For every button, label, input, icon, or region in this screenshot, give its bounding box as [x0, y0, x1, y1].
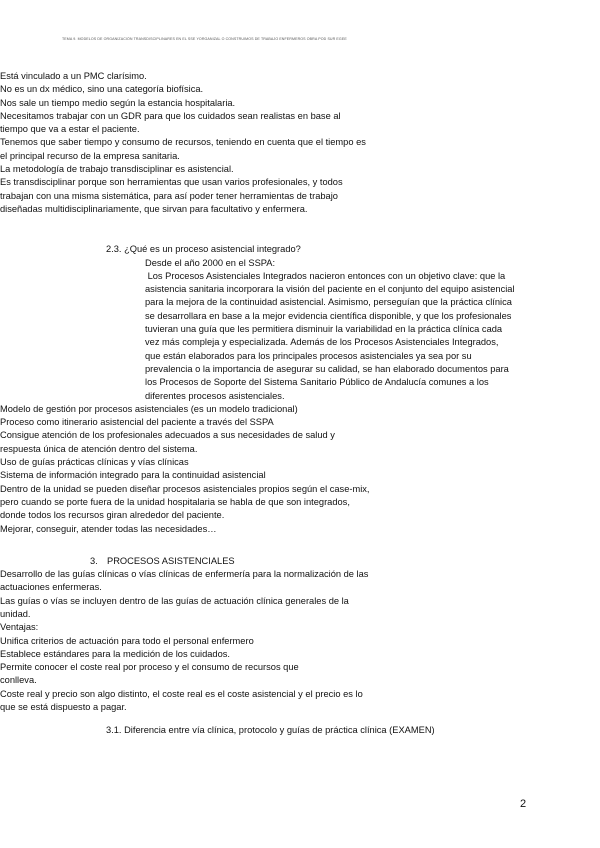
- list-item: Está vinculado a un PMC clarísimo.: [0, 71, 147, 81]
- list-item: La metodología de trabajo transdisciplinar es asistencial.: [0, 164, 234, 175]
- list-item: Modelo de gestión por procesos asistenciales (es un modelo tradicional): [0, 403, 298, 414]
- cost-list: [0, 688, 370, 715]
- list-item: Unifica criterios de actuación para todo el personal enfermero: [0, 635, 254, 646]
- running-header: TEMA 9. MODELOS DE ORGANIZACIÓN TRANSDISCIPLINARES EN EL SSE YORGANIZAL O CONSTRUIMOS DE TRABAJO ENFERMEROS OBRA POD SUR EGEE: [62, 37, 347, 41]
- list-item: Sistema de información integrado para la continuidad asistencial: [0, 470, 266, 481]
- list-item: Mejorar, conseguir, atender todas las necesidades…: [0, 523, 217, 534]
- list-item: Proceso como itinerario asistencial del paciente a través del SSPA: [0, 417, 274, 428]
- asistencial-list: [0, 568, 370, 634]
- list-item: Uso de guías prácticas clínicas y vías clínicas: [0, 457, 189, 468]
- list-item: No es un dx médico, sino una categoría biofísica.: [0, 84, 204, 95]
- list-item: Dentro de la unidad se pueden diseñar procesos asistenciales propios según el case-mix, pero cuando se porte fuera de la unidad hospitalaria se habla de que son integrados, donde todos los recursos giran alrededor del paciente.: [0, 483, 370, 521]
- list-item: Desarrollo de las guías clínicas o vías clínicas de enfermería para la normalización de las actuaciones enfermeras.: [0, 569, 369, 593]
- list-item: Es transdisciplinar porque son herramientas que usan varios profesionales, y todos trabajan con una misma sistemática, para así poder tener herramientas de trabajo diseñadas multidisciplinariamente, que sirvan para facultativo y enfermera.: [0, 177, 343, 214]
- list-item: Permite conocer el coste real por proceso y el consumo de recursos que conlleva.: [0, 662, 299, 686]
- list-item: Nos sale un tiempo medio según la estancia hospitalaria.: [0, 97, 236, 108]
- list-item: Ventajas:: [0, 622, 39, 633]
- section-heading-3: 3. PROCESOS ASISTENCIALES: [90, 555, 600, 568]
- section-paragraph: Los Procesos Asistenciales Integrados nacieron entonces con un objetivo clave: que la asistencia sanitaria incorporara la visión del paciente en el conjunto del equipo asistencial para la mejora de la continuidad asistencial. Asimismo, perseguían que la práctica clínica se desarrollara en base a la mejor evidencia científica disponible, y que los profesionales tuvieran una guía que les permitiera disminuir la variabilidad en la práctica clínica cada vez más compleja y especializada. Además de los Procesos Asistenciales Integrados, que están elaborados para los principales procesos asistenciales ya sea por su prevalencia o la importancia de asegurar su calidad, se han elaborado documentos para los Procesos de Soporte del Sistema Sanitario Público de Andalucía comunes a los diferentes procesos asistenciales.: [145, 270, 515, 401]
- list-item: Necesitamos trabajar con un GDR para que los cuidados sean realistas en base al tiempo que va a estar el paciente.: [0, 110, 341, 135]
- list-item: Tenemos que saber tiempo y consumo de recursos, teniendo en cuenta que el tiempo es el principal recurso de la empresa sanitaria.: [0, 137, 366, 161]
- page-content: [0, 70, 600, 738]
- section-heading-3-1: 3.1. Diferencia entre vía clínica, protocolo y guías de práctica clínica (EXAMEN): [106, 725, 435, 736]
- gdr-list: [0, 70, 370, 216]
- process-list: [0, 403, 370, 536]
- list-item: Establece estándares para la medición de los cuidados.: [0, 648, 230, 659]
- section-heading-2-3: 2.3. ¿Qué es un proceso asistencial integrado?: [106, 244, 301, 255]
- page-number: 2: [520, 798, 527, 810]
- section-number: 3.: [90, 555, 98, 566]
- list-item: Coste real y precio son algo distinto, el coste real es el coste asistencial y el precio es lo que se está dispuesto a pagar.: [0, 688, 363, 713]
- list-item: Las guías o vías se incluyen dentro de las guías de actuación clínica generales de la unidad.: [0, 595, 349, 619]
- section-subheading: Desde el año 2000 en el SSPA:: [145, 257, 276, 268]
- ventajas-list: [0, 635, 300, 688]
- list-item: Consigue atención de los profesionales adecuados a sus necesidades de salud y respuesta única de atención dentro del sistema.: [0, 430, 335, 454]
